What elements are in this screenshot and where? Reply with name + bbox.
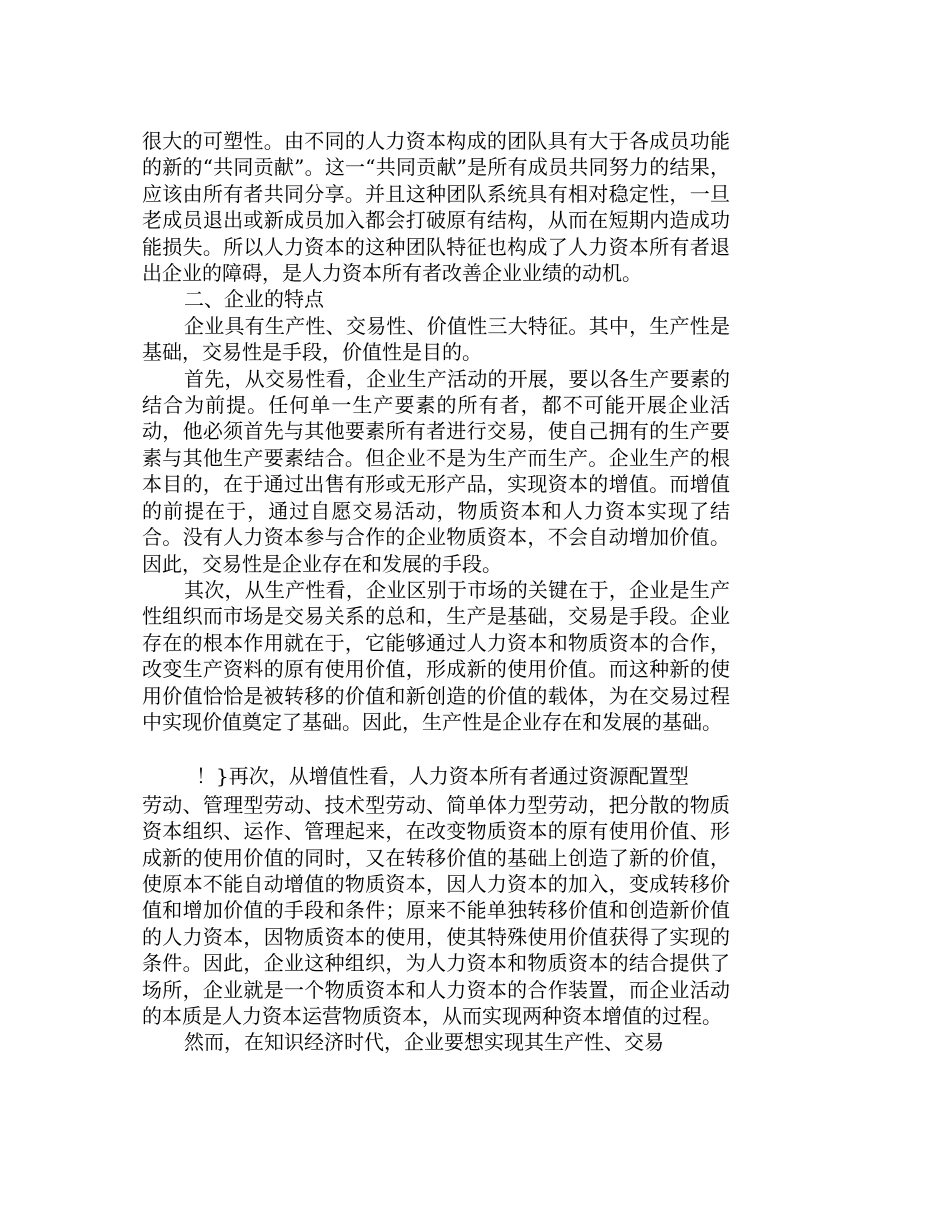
paragraph-3: 首先，从交易性看，企业生产活动的开展，要以各生产要素的结合为前提。任何单一生产要素的所有者，都不可能开展企业活动，他必须首先与其他要素所有者进行交易，使自己拥有的生产要素与其他生产要素结合。但企业不是为生产而生产。企业生产的根本目的，在于通过出售有形或无形产品，实现资本的增值。而增值的前提在于，通过自愿交易活动，物质资本和人力资本实现了结合。没有人力资本参与合作的企业物质资本，不会自动增加价值。因此，交易性是企业存在和发展的手段。 [142,366,730,576]
paragraph-4: 其次，从生产性看，企业区别于市场的关键在于，企业是生产性组织而市场是交易关系的总和，生产是基础，交易是手段。企业存在的根本作用就在于，它能够通过人力资本和物质资本的合作，改变生产资料的原有使用价值，形成新的使用价值。而这种新的使用价值恰恰是被转移的价值和新创造的价值的载体，为在交易过程中实现价值奠定了基础。因此，生产性是企业存在和发展的基础。 [142,577,730,734]
paragraph-5: 劳动、管理型劳动、技术型劳动、简单体力型劳动，把分散的物质资本组织、运作、管理起来，在改变物质资本的原有使用价值、形成新的使用价值的同时，又在转移价值的基础上创造了新的价值，使原本不能自动增值的物质资本，因人力资本的加入，变成转移价值和增加价值的手段和条件；原来不能单独转移价值和创造新价值的人力资本，因物质资本的使用，使其特殊使用价值获得了实现的条件。因此，企业这种组织，为人力资本和物质资本的结合提供了场所，企业就是一个物质资本和人力资本的合作装置，而企业活动的本质是人力资本运营物质资本，从而实现两种资本增值的过程。 [142,792,730,1028]
section-heading: 二、企业的特点 [184,287,324,312]
paragraph-6: 然而，在知识经济时代，企业要想实现其生产性、交易 [184,1030,664,1055]
paragraph-gap [142,735,730,761]
document-page [142,128,730,1056]
paragraph-5-lead-text: 再次，从增值性看，人力资本所有者通过资源配置型 [228,764,689,789]
paragraph-2: 企业具有生产性、交易性、价值性三大特征。其中，生产性是基础，交易性是手段，价值性是目的。 [142,313,730,365]
paragraph-5-lead [142,763,730,789]
paragraph-1: 很大的可塑性。由不同的人力资本构成的团队具有大于各成员功能的新的“共同贡献”。这一“共同贡献”是所有成员共同努力的结果，应该由所有者共同分享。并且这种团队系统具有相对稳定性，一旦老成员退出或新成员加入都会打破原有结构，从而在短期内造成功能损失。所以人力资本的这种团队特征也构成了人力资本所有者退出企业的障碍，是人力资本所有者改善企业业绩的动机。 [142,129,730,286]
stray-mark: ！} [196,764,229,789]
